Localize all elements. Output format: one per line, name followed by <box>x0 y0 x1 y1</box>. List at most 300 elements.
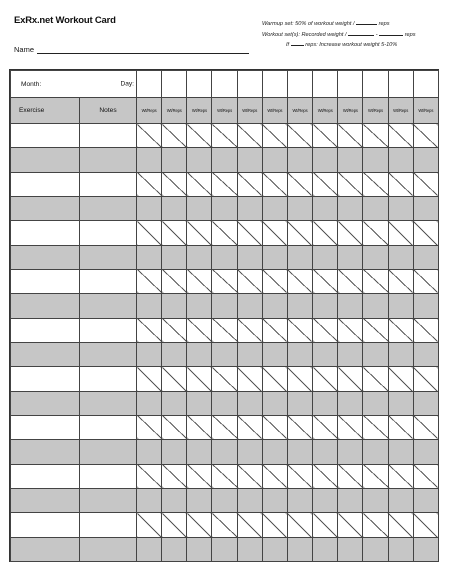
notes-cell[interactable] <box>80 269 137 293</box>
weight-reps-cell[interactable] <box>313 148 338 172</box>
weight-reps-cell[interactable] <box>287 342 312 366</box>
workout-min-blank <box>348 30 374 36</box>
weight-reps-cell[interactable] <box>287 172 312 196</box>
weight-reps-cell[interactable] <box>363 124 388 148</box>
day-cell[interactable] <box>237 71 262 98</box>
weight-reps-cell[interactable] <box>187 537 212 561</box>
wt-reps-header: Wt/Reps <box>287 98 312 124</box>
exercise-cell[interactable] <box>11 124 80 148</box>
weight-reps-cell[interactable] <box>187 513 212 537</box>
workout-grid <box>9 69 439 562</box>
weight-reps-cell[interactable] <box>212 440 237 464</box>
weight-reps-cell[interactable] <box>313 221 338 245</box>
weight-reps-cell[interactable] <box>237 342 262 366</box>
weight-reps-cell[interactable] <box>162 124 187 148</box>
weight-reps-cell[interactable] <box>338 294 363 318</box>
weight-reps-cell[interactable] <box>363 537 388 561</box>
weight-reps-cell[interactable] <box>262 148 287 172</box>
exercise-row <box>11 172 439 196</box>
weight-reps-cell[interactable] <box>313 294 338 318</box>
weight-reps-cell[interactable] <box>262 318 287 342</box>
day-cell[interactable] <box>338 71 363 98</box>
weight-reps-cell[interactable] <box>237 488 262 512</box>
weight-reps-cell[interactable] <box>137 367 162 391</box>
weight-reps-cell[interactable] <box>363 196 388 220</box>
exercise-cell[interactable] <box>11 148 80 172</box>
month-label: Month: <box>21 80 42 88</box>
weight-reps-cell[interactable] <box>162 148 187 172</box>
weight-reps-cell[interactable] <box>187 221 212 245</box>
weight-reps-cell[interactable] <box>413 245 438 269</box>
wt-reps-header: Wt/Reps <box>187 98 212 124</box>
weight-reps-cell[interactable] <box>388 391 413 415</box>
weight-reps-cell[interactable] <box>187 415 212 439</box>
weight-reps-cell[interactable] <box>212 294 237 318</box>
notes-cell[interactable] <box>80 391 137 415</box>
weight-reps-cell[interactable] <box>338 391 363 415</box>
weight-reps-cell[interactable] <box>388 367 413 391</box>
weight-reps-cell[interactable] <box>413 318 438 342</box>
weight-reps-cell[interactable] <box>287 245 312 269</box>
day-cell[interactable] <box>187 71 212 98</box>
weight-reps-cell[interactable] <box>338 245 363 269</box>
weight-reps-cell[interactable] <box>287 269 312 293</box>
weight-reps-cell[interactable] <box>262 415 287 439</box>
weight-reps-cell[interactable] <box>162 172 187 196</box>
workout-max-blank <box>379 30 403 36</box>
weight-reps-cell[interactable] <box>388 196 413 220</box>
exercise-row <box>11 440 439 464</box>
weight-reps-cell[interactable] <box>313 318 338 342</box>
weight-reps-cell[interactable] <box>388 537 413 561</box>
weight-reps-cell[interactable] <box>338 342 363 366</box>
wt-reps-header: Wt/Reps <box>338 98 363 124</box>
weight-reps-cell[interactable] <box>338 488 363 512</box>
workout-note: Workout set(s): Recorded weight / - reps <box>262 31 416 38</box>
weight-reps-cell[interactable] <box>262 513 287 537</box>
weight-reps-cell[interactable] <box>338 537 363 561</box>
notes-cell[interactable] <box>80 367 137 391</box>
weight-reps-cell[interactable] <box>338 513 363 537</box>
exercise-row <box>11 391 439 415</box>
weight-reps-cell[interactable] <box>388 172 413 196</box>
weight-reps-cell[interactable] <box>262 269 287 293</box>
weight-reps-cell[interactable] <box>237 221 262 245</box>
weight-reps-cell[interactable] <box>313 464 338 488</box>
weight-reps-cell[interactable] <box>363 294 388 318</box>
weight-reps-cell[interactable] <box>187 245 212 269</box>
weight-reps-cell[interactable] <box>262 537 287 561</box>
weight-reps-cell[interactable] <box>262 391 287 415</box>
day-cell[interactable] <box>313 71 338 98</box>
weight-reps-cell[interactable] <box>237 318 262 342</box>
weight-reps-cell[interactable] <box>237 415 262 439</box>
workout-table <box>10 70 439 562</box>
weight-reps-cell[interactable] <box>237 391 262 415</box>
day-label: Day: <box>120 80 135 88</box>
wt-reps-header: Wt/Reps <box>212 98 237 124</box>
weight-reps-cell[interactable] <box>413 464 438 488</box>
weight-reps-cell[interactable] <box>287 124 312 148</box>
exercise-cell[interactable] <box>11 342 80 366</box>
month-day-cell[interactable] <box>11 71 137 98</box>
day-cell[interactable] <box>162 71 187 98</box>
notes-cell[interactable] <box>80 245 137 269</box>
exercise-cell[interactable] <box>11 245 80 269</box>
weight-reps-cell[interactable] <box>338 221 363 245</box>
exercise-cell[interactable] <box>11 221 80 245</box>
exercise-cell[interactable] <box>11 269 80 293</box>
weight-reps-cell[interactable] <box>162 464 187 488</box>
weight-reps-cell[interactable] <box>162 513 187 537</box>
weight-reps-cell[interactable] <box>363 367 388 391</box>
weight-reps-cell[interactable] <box>287 294 312 318</box>
weight-reps-cell[interactable] <box>212 513 237 537</box>
weight-reps-cell[interactable] <box>262 172 287 196</box>
weight-reps-cell[interactable] <box>137 391 162 415</box>
weight-reps-cell[interactable] <box>262 367 287 391</box>
weight-reps-cell[interactable] <box>162 488 187 512</box>
weight-reps-cell[interactable] <box>162 245 187 269</box>
weight-reps-cell[interactable] <box>212 196 237 220</box>
day-cell[interactable] <box>388 71 413 98</box>
weight-reps-cell[interactable] <box>363 245 388 269</box>
weight-reps-cell[interactable] <box>363 391 388 415</box>
weight-reps-cell[interactable] <box>363 488 388 512</box>
exercise-cell[interactable] <box>11 440 80 464</box>
wt-reps-header: Wt/Reps <box>313 98 338 124</box>
weight-reps-cell[interactable] <box>262 196 287 220</box>
weight-reps-cell[interactable] <box>413 415 438 439</box>
weight-reps-cell[interactable] <box>338 318 363 342</box>
exercise-cell[interactable] <box>11 391 80 415</box>
wt-reps-header: Wt/Reps <box>413 98 438 124</box>
notes-cell[interactable] <box>80 124 137 148</box>
weight-reps-cell[interactable] <box>388 124 413 148</box>
weight-reps-cell[interactable] <box>137 245 162 269</box>
weight-reps-cell[interactable] <box>338 464 363 488</box>
wt-reps-header: Wt/Reps <box>137 98 162 124</box>
weight-reps-cell[interactable] <box>212 124 237 148</box>
weight-reps-cell[interactable] <box>137 172 162 196</box>
weight-reps-cell[interactable] <box>212 415 237 439</box>
weight-reps-cell[interactable] <box>413 124 438 148</box>
weight-reps-cell[interactable] <box>212 318 237 342</box>
weight-reps-cell[interactable] <box>262 342 287 366</box>
weight-reps-cell[interactable] <box>237 464 262 488</box>
weight-reps-cell[interactable] <box>262 488 287 512</box>
weight-reps-cell[interactable] <box>363 464 388 488</box>
wt-reps-header: Wt/Reps <box>262 98 287 124</box>
exercise-cell[interactable] <box>11 294 80 318</box>
weight-reps-cell[interactable] <box>338 269 363 293</box>
weight-reps-cell[interactable] <box>313 440 338 464</box>
weight-reps-cell[interactable] <box>388 318 413 342</box>
weight-reps-cell[interactable] <box>187 124 212 148</box>
weight-reps-cell[interactable] <box>237 440 262 464</box>
notes-cell[interactable] <box>80 488 137 512</box>
weight-reps-cell[interactable] <box>187 318 212 342</box>
weight-reps-cell[interactable] <box>262 294 287 318</box>
weight-reps-cell[interactable] <box>413 342 438 366</box>
weight-reps-cell[interactable] <box>187 440 212 464</box>
weight-reps-cell[interactable] <box>262 464 287 488</box>
weight-reps-cell[interactable] <box>137 415 162 439</box>
weight-reps-cell[interactable] <box>413 148 438 172</box>
weight-reps-cell[interactable] <box>338 196 363 220</box>
weight-reps-cell[interactable] <box>363 440 388 464</box>
weight-reps-cell[interactable] <box>388 221 413 245</box>
weight-reps-cell[interactable] <box>262 124 287 148</box>
weight-reps-cell[interactable] <box>187 488 212 512</box>
weight-reps-cell[interactable] <box>388 342 413 366</box>
weight-reps-cell[interactable] <box>212 342 237 366</box>
weight-reps-cell[interactable] <box>338 367 363 391</box>
weight-reps-cell[interactable] <box>313 513 338 537</box>
notes-cell[interactable] <box>80 464 137 488</box>
exercise-cell[interactable] <box>11 415 80 439</box>
weight-reps-cell[interactable] <box>137 537 162 561</box>
weight-reps-cell[interactable] <box>287 513 312 537</box>
weight-reps-cell[interactable] <box>137 464 162 488</box>
weight-reps-cell[interactable] <box>338 172 363 196</box>
name-field[interactable] <box>14 45 249 54</box>
weight-reps-cell[interactable] <box>388 245 413 269</box>
weight-reps-cell[interactable] <box>137 342 162 366</box>
weight-reps-cell[interactable] <box>388 488 413 512</box>
exercise-row <box>11 513 439 537</box>
weight-reps-cell[interactable] <box>413 537 438 561</box>
weight-reps-cell[interactable] <box>237 172 262 196</box>
weight-reps-cell[interactable] <box>413 488 438 512</box>
weight-reps-cell[interactable] <box>162 367 187 391</box>
weight-reps-cell[interactable] <box>237 513 262 537</box>
weight-reps-cell[interactable] <box>313 488 338 512</box>
weight-reps-cell[interactable] <box>212 172 237 196</box>
exercise-cell[interactable] <box>11 172 80 196</box>
day-cell[interactable] <box>363 71 388 98</box>
weight-reps-cell[interactable] <box>313 342 338 366</box>
weight-reps-cell[interactable] <box>237 537 262 561</box>
weight-reps-cell[interactable] <box>137 124 162 148</box>
header-row <box>11 98 439 124</box>
weight-reps-cell[interactable] <box>388 513 413 537</box>
weight-reps-cell[interactable] <box>313 391 338 415</box>
weight-reps-cell[interactable] <box>187 148 212 172</box>
weight-reps-cell[interactable] <box>363 269 388 293</box>
exercise-cell[interactable] <box>11 367 80 391</box>
day-cell[interactable] <box>137 71 162 98</box>
weight-reps-cell[interactable] <box>162 391 187 415</box>
weight-reps-cell[interactable] <box>313 245 338 269</box>
exercise-row <box>11 464 439 488</box>
notes-cell[interactable] <box>80 221 137 245</box>
weight-reps-cell[interactable] <box>363 221 388 245</box>
weight-reps-cell[interactable] <box>187 391 212 415</box>
weight-reps-cell[interactable] <box>388 440 413 464</box>
weight-reps-cell[interactable] <box>137 148 162 172</box>
weight-reps-cell[interactable] <box>162 415 187 439</box>
weight-reps-cell[interactable] <box>363 172 388 196</box>
exercise-cell[interactable] <box>11 488 80 512</box>
weight-reps-cell[interactable] <box>137 221 162 245</box>
exercise-row <box>11 367 439 391</box>
weight-reps-cell[interactable] <box>262 245 287 269</box>
weight-reps-cell[interactable] <box>388 464 413 488</box>
weight-reps-cell[interactable] <box>413 367 438 391</box>
weight-reps-cell[interactable] <box>262 440 287 464</box>
weight-reps-cell[interactable] <box>212 269 237 293</box>
day-cell[interactable] <box>212 71 237 98</box>
weight-reps-cell[interactable] <box>187 294 212 318</box>
weight-reps-cell[interactable] <box>388 415 413 439</box>
weight-reps-cell[interactable] <box>237 269 262 293</box>
weight-reps-cell[interactable] <box>237 294 262 318</box>
weight-reps-cell[interactable] <box>413 294 438 318</box>
notes-cell[interactable] <box>80 513 137 537</box>
weight-reps-cell[interactable] <box>137 440 162 464</box>
name-underline[interactable] <box>37 45 249 54</box>
weight-reps-cell[interactable] <box>313 415 338 439</box>
exercise-row <box>11 488 439 512</box>
notes-header: Notes <box>80 98 137 124</box>
name-label: Name <box>14 45 35 54</box>
instructions-block <box>262 19 416 51</box>
weight-reps-cell[interactable] <box>413 513 438 537</box>
day-cell[interactable] <box>413 71 438 98</box>
weight-reps-cell[interactable] <box>338 440 363 464</box>
weight-reps-cell[interactable] <box>162 294 187 318</box>
notes-cell[interactable] <box>80 537 137 561</box>
weight-reps-cell[interactable] <box>187 367 212 391</box>
notes-cell[interactable] <box>80 172 137 196</box>
weight-reps-cell[interactable] <box>413 440 438 464</box>
notes-cell[interactable] <box>80 342 137 366</box>
warmup-note: Warmup set: 50% of workout weight / reps <box>262 21 390 27</box>
weight-reps-cell[interactable] <box>287 221 312 245</box>
day-cell[interactable] <box>287 71 312 98</box>
weight-reps-cell[interactable] <box>313 124 338 148</box>
notes-cell[interactable] <box>80 294 137 318</box>
weight-reps-cell[interactable] <box>413 172 438 196</box>
weight-reps-cell[interactable] <box>137 269 162 293</box>
weight-reps-cell[interactable] <box>212 221 237 245</box>
weight-reps-cell[interactable] <box>162 196 187 220</box>
weight-reps-cell[interactable] <box>413 196 438 220</box>
weight-reps-cell[interactable] <box>287 537 312 561</box>
weight-reps-cell[interactable] <box>413 391 438 415</box>
weight-reps-cell[interactable] <box>287 318 312 342</box>
weight-reps-cell[interactable] <box>187 269 212 293</box>
weight-reps-cell[interactable] <box>212 245 237 269</box>
weight-reps-cell[interactable] <box>287 391 312 415</box>
exercise-cell[interactable] <box>11 196 80 220</box>
weight-reps-cell[interactable] <box>212 391 237 415</box>
exercise-cell[interactable] <box>11 513 80 537</box>
weight-reps-cell[interactable] <box>137 513 162 537</box>
exercise-row <box>11 221 439 245</box>
weight-reps-cell[interactable] <box>237 245 262 269</box>
weight-reps-cell[interactable] <box>212 464 237 488</box>
weight-reps-cell[interactable] <box>363 148 388 172</box>
weight-reps-cell[interactable] <box>212 367 237 391</box>
weight-reps-cell[interactable] <box>413 269 438 293</box>
weight-reps-cell[interactable] <box>137 318 162 342</box>
day-cell[interactable] <box>262 71 287 98</box>
progression-note: If reps: Increase workout weight 5-10% <box>286 42 398 49</box>
notes-cell[interactable] <box>80 148 137 172</box>
weight-reps-cell[interactable] <box>287 148 312 172</box>
page-title: ExRx.net Workout Card <box>14 15 116 26</box>
weight-reps-cell[interactable] <box>388 269 413 293</box>
exercise-cell[interactable] <box>11 537 80 561</box>
weight-reps-cell[interactable] <box>162 318 187 342</box>
weight-reps-cell[interactable] <box>262 221 287 245</box>
weight-reps-cell[interactable] <box>313 367 338 391</box>
weight-reps-cell[interactable] <box>363 415 388 439</box>
weight-reps-cell[interactable] <box>187 464 212 488</box>
weight-reps-cell[interactable] <box>363 342 388 366</box>
weight-reps-cell[interactable] <box>187 342 212 366</box>
weight-reps-cell[interactable] <box>162 269 187 293</box>
weight-reps-cell[interactable] <box>287 488 312 512</box>
weight-reps-cell[interactable] <box>187 196 212 220</box>
weight-reps-cell[interactable] <box>313 537 338 561</box>
weight-reps-cell[interactable] <box>162 537 187 561</box>
exercise-cell[interactable] <box>11 464 80 488</box>
weight-reps-cell[interactable] <box>287 196 312 220</box>
weight-reps-cell[interactable] <box>388 294 413 318</box>
notes-cell[interactable] <box>80 415 137 439</box>
weight-reps-cell[interactable] <box>137 294 162 318</box>
notes-cell[interactable] <box>80 318 137 342</box>
weight-reps-cell[interactable] <box>237 124 262 148</box>
weight-reps-cell[interactable] <box>212 488 237 512</box>
weight-reps-cell[interactable] <box>212 537 237 561</box>
weight-reps-cell[interactable] <box>137 196 162 220</box>
weight-reps-cell[interactable] <box>287 464 312 488</box>
weight-reps-cell[interactable] <box>363 318 388 342</box>
weight-reps-cell[interactable] <box>187 172 212 196</box>
weight-reps-cell[interactable] <box>363 513 388 537</box>
weight-reps-cell[interactable] <box>237 196 262 220</box>
weight-reps-cell[interactable] <box>237 367 262 391</box>
weight-reps-cell[interactable] <box>287 367 312 391</box>
weight-reps-cell[interactable] <box>313 269 338 293</box>
wt-reps-header: Wt/Reps <box>162 98 187 124</box>
exercise-row <box>11 415 439 439</box>
exercise-cell[interactable] <box>11 318 80 342</box>
weight-reps-cell[interactable] <box>287 415 312 439</box>
weight-reps-cell[interactable] <box>338 415 363 439</box>
weight-reps-cell[interactable] <box>313 196 338 220</box>
weight-reps-cell[interactable] <box>338 148 363 172</box>
weight-reps-cell[interactable] <box>212 148 237 172</box>
weight-reps-cell[interactable] <box>162 342 187 366</box>
weight-reps-cell[interactable] <box>162 440 187 464</box>
weight-reps-cell[interactable] <box>137 488 162 512</box>
weight-reps-cell[interactable] <box>338 124 363 148</box>
notes-cell[interactable] <box>80 440 137 464</box>
weight-reps-cell[interactable] <box>162 221 187 245</box>
weight-reps-cell[interactable] <box>388 148 413 172</box>
notes-cell[interactable] <box>80 196 137 220</box>
weight-reps-cell[interactable] <box>287 440 312 464</box>
weight-reps-cell[interactable] <box>413 221 438 245</box>
warmup-reps-blank <box>356 19 377 25</box>
weight-reps-cell[interactable] <box>313 172 338 196</box>
weight-reps-cell[interactable] <box>237 148 262 172</box>
